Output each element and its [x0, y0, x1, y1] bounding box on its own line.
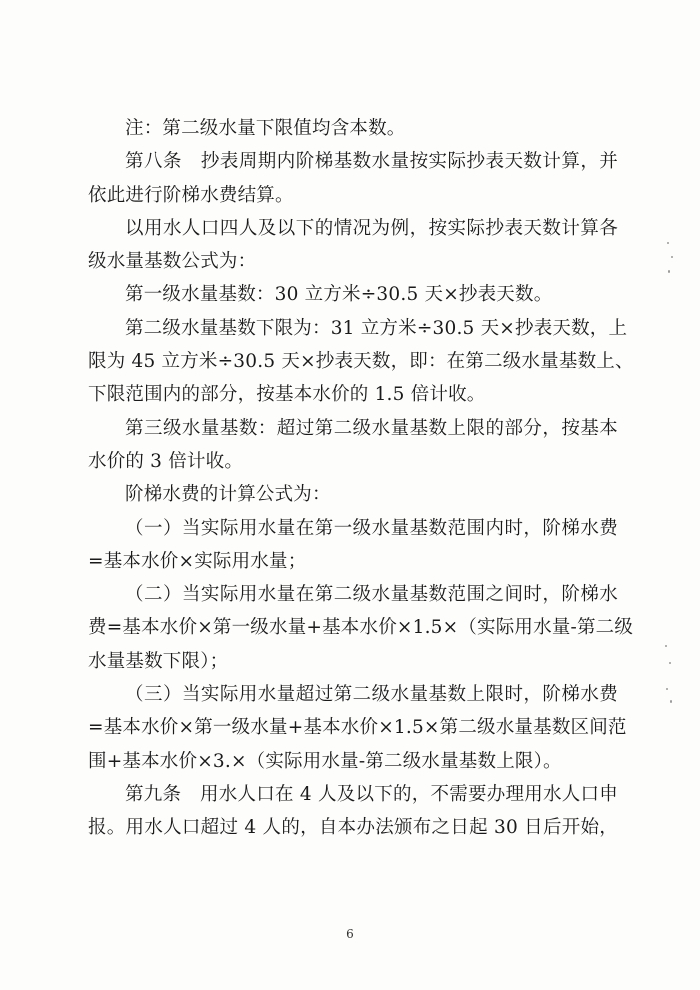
text-line: 第三级水量基数：超过第二级水量基数上限的部分，按基本 — [125, 417, 618, 439]
scan-speck — [665, 645, 667, 647]
text-line: 水价的 3 倍计收。 — [88, 450, 244, 472]
page-number: 6 — [346, 927, 354, 941]
text-line: （三）当实际用水量超过第二级水量基数上限时，阶梯水费 — [125, 684, 618, 706]
text-line: 依此进行阶梯水费结算。 — [88, 184, 294, 206]
text-line: 限为 45 立方米÷30.5 天×抄表天数，即：在第二级水量基数上、 — [88, 351, 634, 373]
scan-speck — [667, 242, 669, 244]
text-line: 第八条 抄表周期内阶梯基数水量按实际抄表天数计算，并 — [125, 151, 618, 173]
text-line: 费=基本水价×第一级水量+基本水价×1.5×（实际用水量-第二级 — [88, 617, 634, 639]
scan-speck — [666, 688, 668, 690]
scan-speck — [671, 256, 673, 258]
text-line: =基本水价×实际用水量； — [88, 550, 307, 572]
text-line: 第一级水量基数：30 立方米÷30.5 天×抄表天数。 — [125, 284, 553, 306]
text-line: 以用水人口四人及以下的情况为例，按实际抄表天数计算各 — [125, 217, 618, 239]
text-line: 阶梯水费的计算公式为： — [125, 484, 331, 506]
scan-speck — [670, 700, 672, 703]
text-line: （一）当实际用水量在第一级水量基数范围内时，阶梯水费 — [125, 517, 618, 539]
text-line: （二）当实际用水量在第二级水量基数范围之间时，阶梯水 — [125, 584, 618, 606]
text-line: 报。用水人口超过 4 人的，自本办法颁布之日起 30 日后开始， — [88, 817, 618, 839]
scan-speck — [668, 270, 670, 273]
text-line: =基本水价×第一级水量+基本水价×1.5×第二级水量基数区间范 — [88, 717, 627, 739]
text-line: 水量基数下限）； — [88, 650, 229, 672]
scan-speck — [669, 662, 671, 664]
text-line: 下限范围内的部分，按基本水价的 1.5 倍计收。 — [88, 384, 486, 406]
text-line: 第二级水量基数下限为：31 立方米÷30.5 天×抄表天数，上 — [125, 317, 628, 339]
text-line: 注：第二级水量下限值均含本数。 — [125, 118, 406, 139]
text-line: 围+基本水价×3.×（实际用水量-第二级水量基数上限）。 — [88, 750, 562, 772]
text-line: 级水量基数公式为： — [88, 251, 257, 273]
document-body — [88, 118, 634, 851]
text-line: 第九条 用水人口在 4 人及以下的，不需要办理用水人口申 — [125, 783, 618, 805]
